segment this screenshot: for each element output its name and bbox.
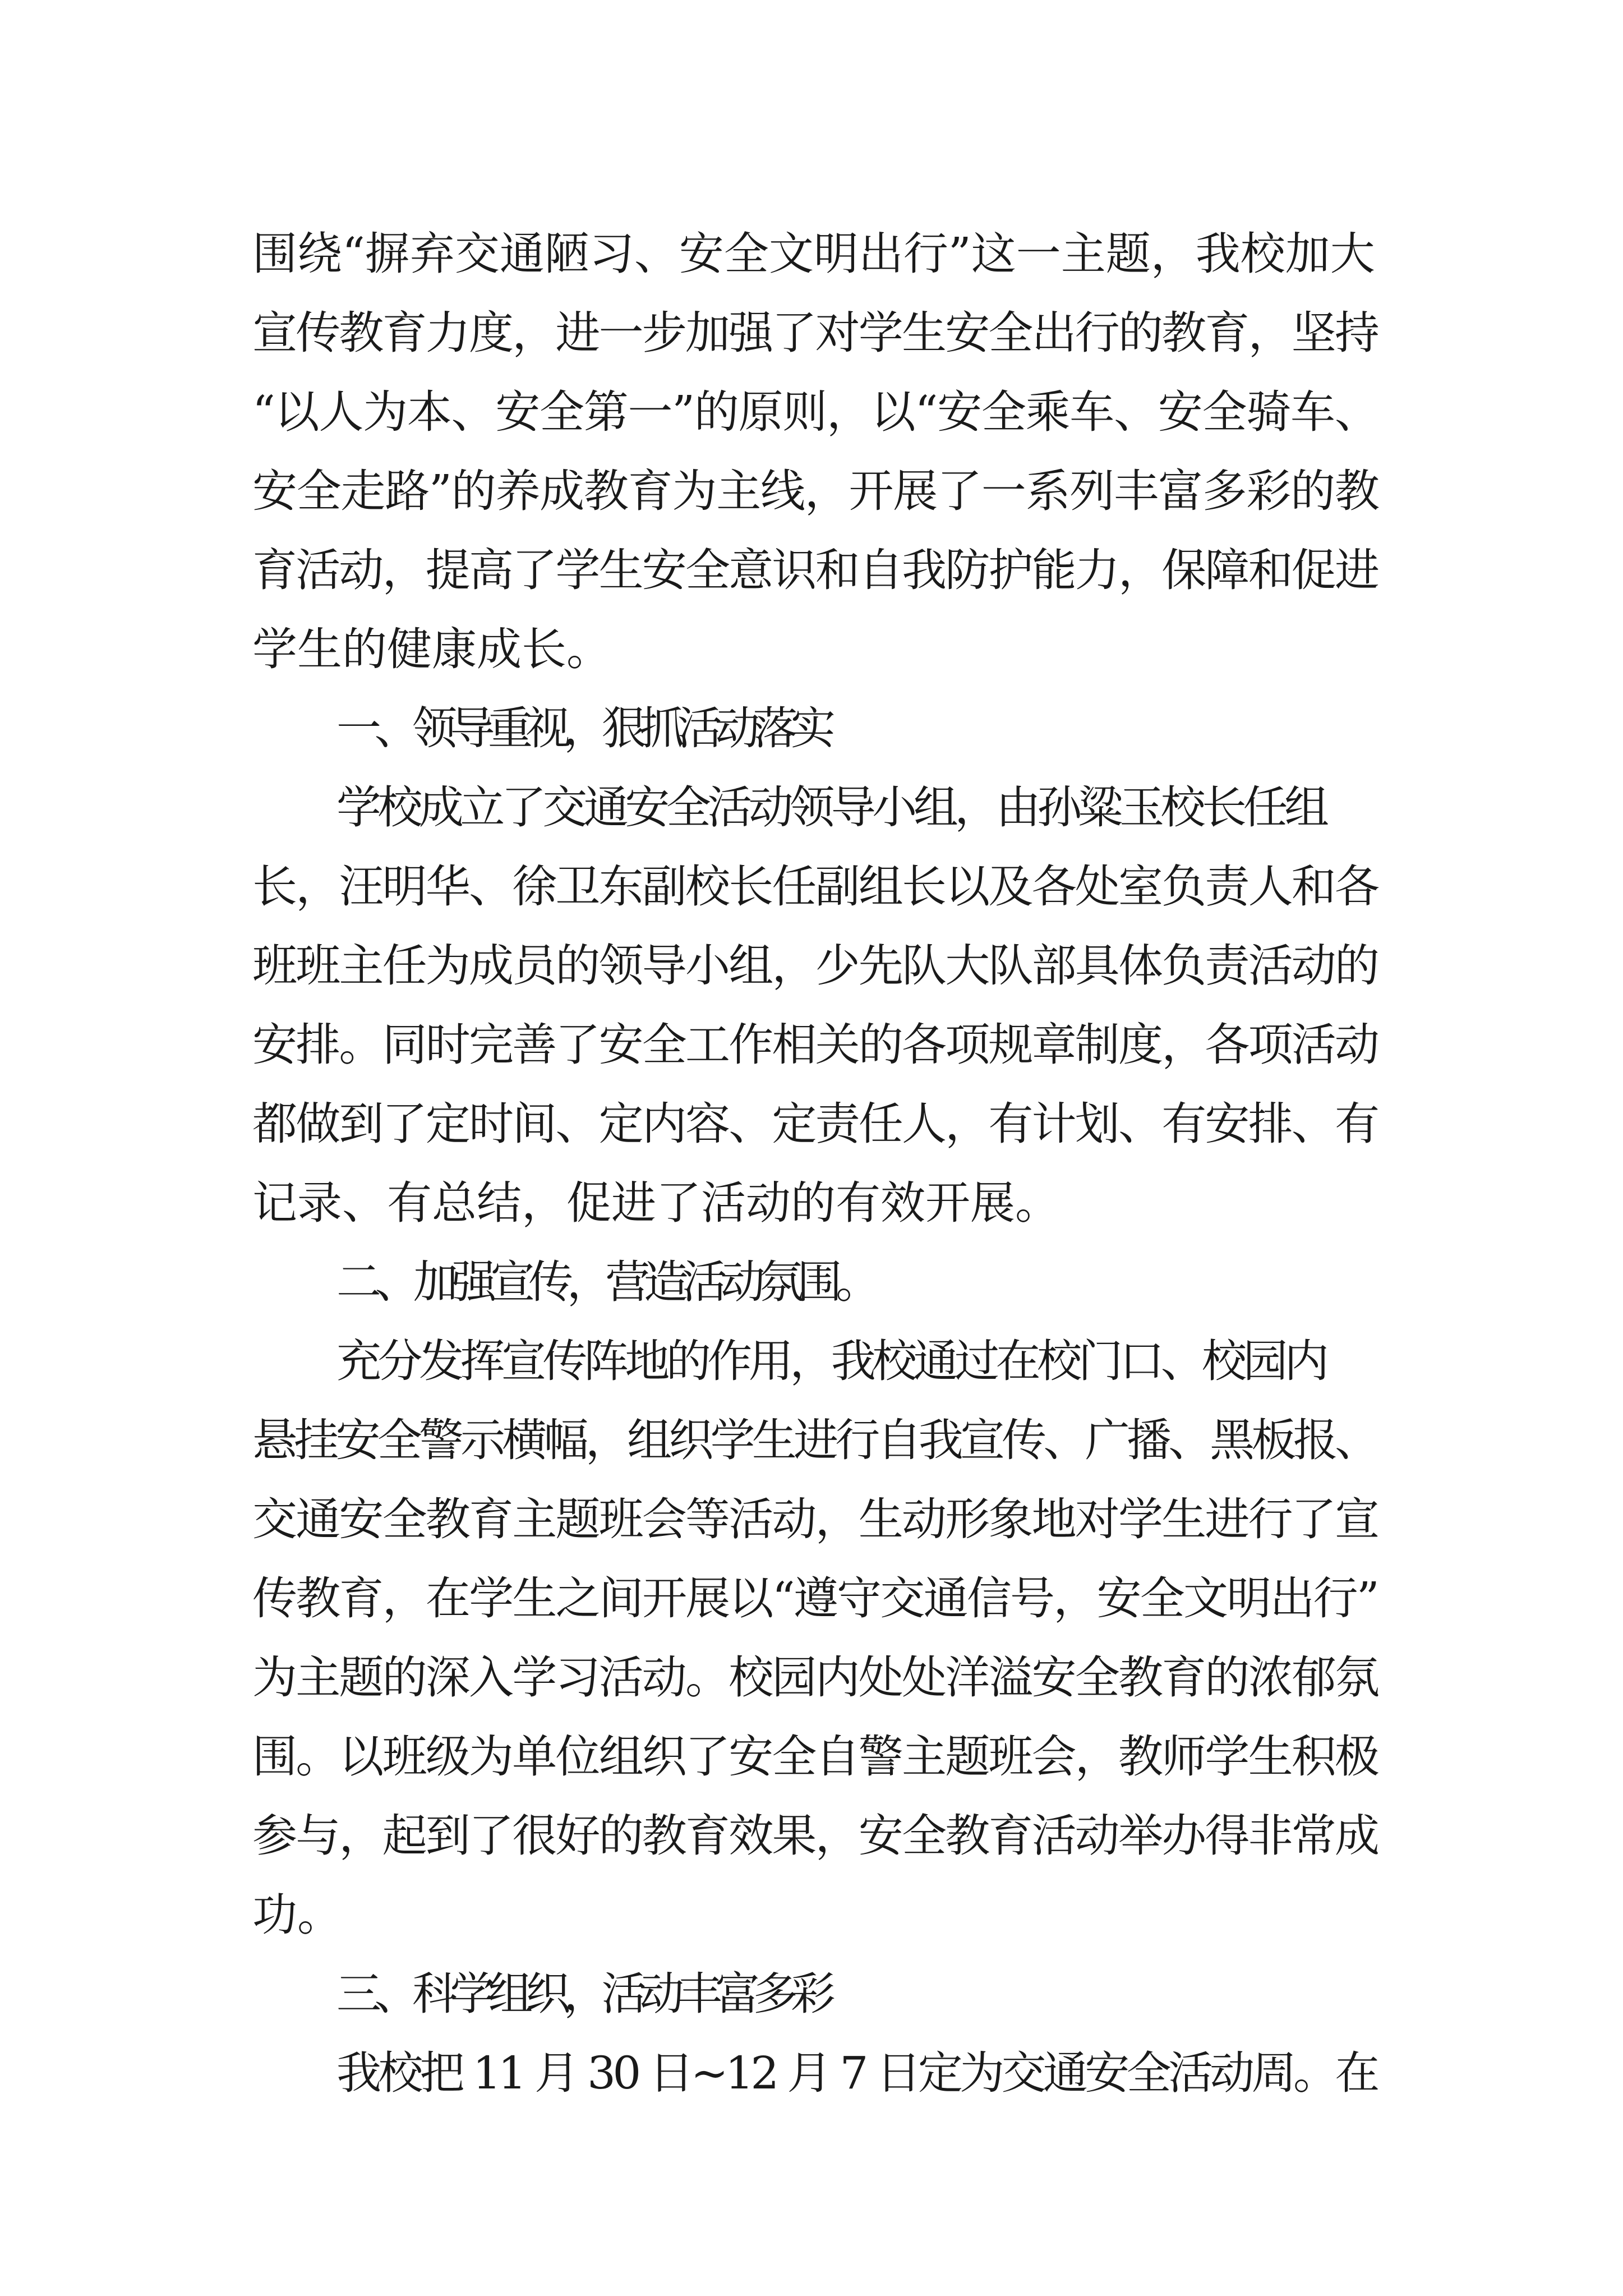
section-heading: 三、科学组织，活动丰富多彩 (336, 1968, 829, 2020)
section-heading: 一、领导重视，狠抓活动落实 (336, 702, 829, 754)
text-line: 功。 (252, 1889, 342, 1941)
section-heading: 二、加强宣传，营造活动氛围。 (336, 1256, 874, 1308)
text-line: 为主题的深入学习活动。校园内处处洋溢安全教育的浓郁氛 (252, 1651, 1378, 1704)
text-line: 围。以班级为单位组织了安全自警主题班会，教师学生积极 (252, 1731, 1378, 1783)
text-line: 我校把 11 月 30 日~12 月 7 日定为交通安全活动周。在 (336, 2047, 1377, 2099)
text-line: 参与，起到了很好的教育效果，安全教育活动举办得非常成 (252, 1810, 1378, 1862)
text-line: 长，汪明华、徐卫东副校长任副组长以及各处室负责人和各 (252, 861, 1378, 913)
text-line: 悬挂安全警示横幅，组织学生进行自我宣传、广播、黑板报、 (252, 1414, 1377, 1466)
text-line: 传教育，在学生之间开展以“遵守交通信号，安全文明出行” (252, 1572, 1378, 1625)
text-line: 记录、有总结，促进了活动的有效开展。 (252, 1177, 1060, 1229)
text-line: “以人为本、安全第一”的原则，以“安全乘车、安全骑车、 (252, 386, 1379, 438)
text-line: 宣传教育力度，进一步加强了对学生安全出行的教育，坚持 (252, 307, 1378, 359)
text-line: 围绕“摒弃交通陋习、安全文明出行”这一主题，我校加大 (252, 228, 1375, 280)
text-line: 学生的健康成长。 (252, 623, 611, 675)
text-line: 安排。同时完善了安全工作相关的各项规章制度，各项活动 (252, 1019, 1378, 1071)
text-line: 育活动，提高了学生安全意识和自我防护能力，保障和促进 (252, 544, 1378, 596)
text-line: 充分发挥宣传阵地的作用，我校通过在校门口、校园内 (336, 1335, 1326, 1387)
text-line: 安全走路”的养成教育为主线，开展了一系列丰富多彩的教 (252, 465, 1379, 517)
text-line: 都做到了定时间、定内容、定责任人，有计划、有安排、有 (252, 1098, 1378, 1150)
text-line: 班班主任为成员的领导小组，少先队大队部具体负责活动的 (252, 940, 1378, 992)
text-line: 交通安全教育主题班会等活动，生动形象地对学生进行了宣 (252, 1493, 1378, 1545)
text-line: 学校成立了交通安全活动领导小组，由孙粱玉校长任组 (336, 781, 1326, 834)
